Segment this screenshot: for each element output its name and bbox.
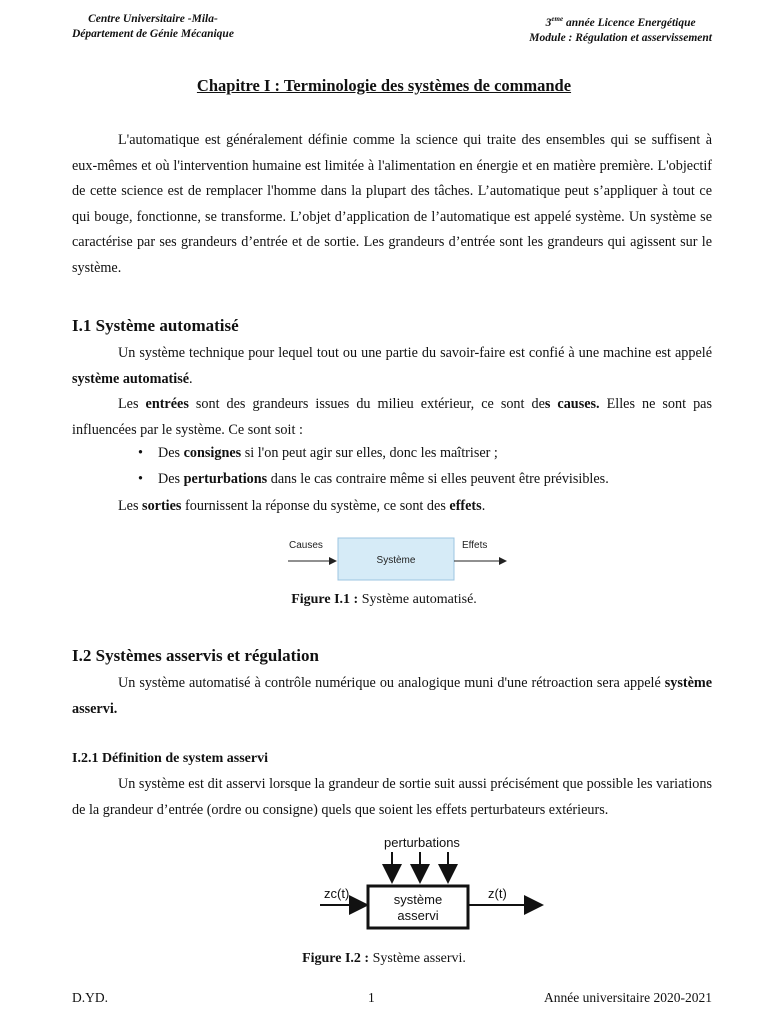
footer-author: D.YD. xyxy=(72,990,108,1005)
zc-label: zc(t) xyxy=(324,886,350,901)
effets-label: Effets xyxy=(462,540,488,551)
department-name: Département de Génie Mécanique xyxy=(72,28,234,40)
bullet-icon: • xyxy=(138,471,143,487)
section1-paragraph-3: Les sorties fournissent la réponse du système, ce sont des effets. xyxy=(118,498,486,514)
subsection-paragraph: Un système est dit asservi lorsque la grandeur de sortie suit aussi précisément que possible les variations de la grandeur d’entrée (ordre ou consigne) quels que soient les effets perturbateurs extérieurs. xyxy=(72,776,712,818)
section-heading-2: I.2 Systèmes asservis et régulation xyxy=(72,646,319,665)
system-label: Système xyxy=(376,555,416,566)
chapter-title: Chapitre I : Terminologie des systèmes de commande xyxy=(196,76,572,95)
section-heading-1: I.1 Système automatisé xyxy=(72,316,239,335)
footer-page-number: 1 xyxy=(368,990,375,1005)
perturbations-label: perturbations xyxy=(384,835,460,850)
section1-paragraph-2: Les entrées sont des grandeurs issues du milieu extérieur, ce sont des causes. Elles ne sont pas influencées par le système. Ce sont soit : xyxy=(72,396,712,438)
figure-2-caption: Figure I.2 : Système asservi. xyxy=(302,951,466,966)
header-right xyxy=(529,12,712,46)
figure-2-diagram xyxy=(318,832,550,932)
section1-paragraph-1: Un système technique pour lequel tout ou une partie du savoir-faire est confié à une machine est appelé système automatisé. xyxy=(72,345,712,387)
figure-1-caption: Figure I.1 : Système automatisé. xyxy=(291,592,477,607)
causes-label: Causes xyxy=(289,540,323,551)
block-label-line2: asservi xyxy=(397,908,439,923)
section2-paragraph-1: Un système automatisé à contrôle numérique ou analogique muni d'une rétroaction sera appelé système asservi. xyxy=(72,675,712,717)
institution-name: Centre Universitaire -Mila- xyxy=(88,13,218,25)
bullet-perturbations: • Des perturbations dans le cas contraire même si elles peuvent être prévisibles. xyxy=(138,471,609,487)
intro-paragraph: L'automatique est généralement définie comme la science qui traite des ensembles qui se suffisent à eux-mêmes et où l'intervention humaine est limitée à l'alimentation en énergie et en matière première. L'objectif de cette science est de remplacer l'homme dans la plupart des tâches. L’automatique peut s’appliquer à tout ce qui bouge, fonctionne, se transforme. L’objet d’application de l’automatique est appelé système. Un système se caractérise par ses grandeurs d’entrée et de sortie. Les grandeurs d’entrée sont les grandeurs qui agissent sur le système. xyxy=(72,132,712,276)
block-label-line1: système xyxy=(393,892,443,907)
bullet-consignes: • Des consignes si l'on peut agir sur elles, donc les maîtriser ; xyxy=(138,445,498,461)
course-year: 3eme année Licence Energétique xyxy=(545,15,696,29)
bullet-icon: • xyxy=(138,445,143,461)
header-left xyxy=(72,12,234,42)
subsection-heading-2-1: I.2.1 Définition de system asservi xyxy=(72,751,268,766)
figure-1-diagram xyxy=(286,533,516,583)
z-label: z(t) xyxy=(488,886,507,901)
footer-year: Année universitaire 2020-2021 xyxy=(544,990,712,1005)
module-name: Module : Régulation et asservissement xyxy=(529,31,712,44)
